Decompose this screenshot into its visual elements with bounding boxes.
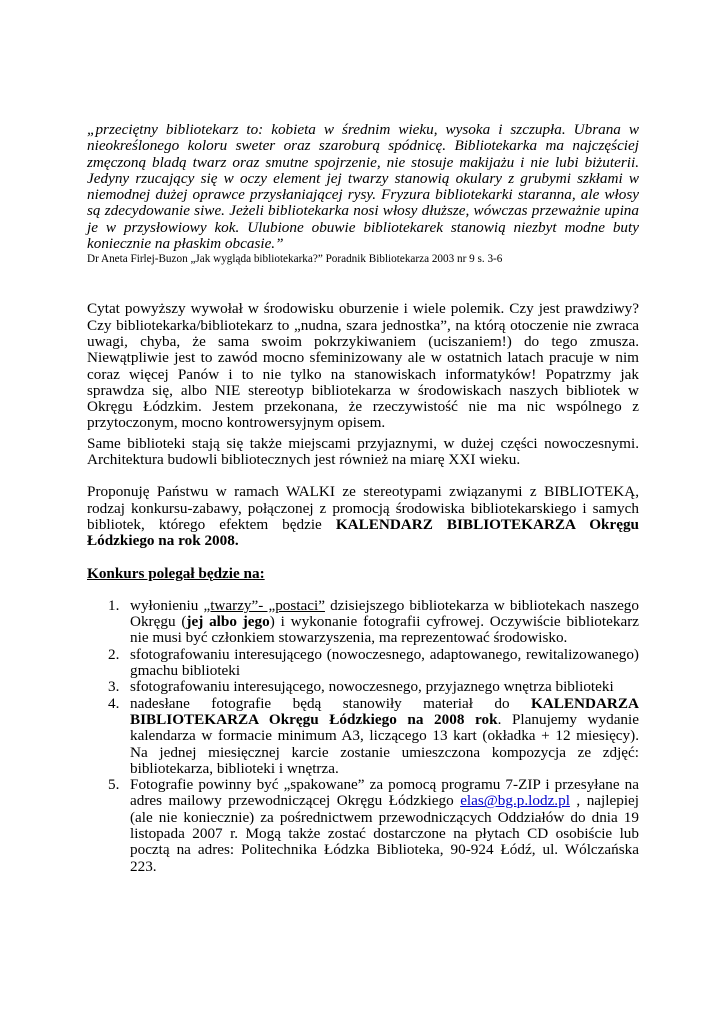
document-page bbox=[87, 122, 639, 875]
proposal-text: Proponuję Państwu w ramach WALKI ze stereotypami związanymi z BIBLIOTEKĄ, rodzaj konkursu-zabawy, połączonej z promocją środowiska bibliotekarskiego i samych bibliotek, którego efektem będzie bbox=[87, 483, 639, 533]
item-text: sfotografowaniu interesującego (nowoczesnego, adaptowanego, rewitalizowanego) gmachu biblioteki bbox=[130, 645, 639, 680]
item-text: wyłonieniu bbox=[130, 596, 204, 614]
list-number: 1. bbox=[108, 596, 120, 614]
list-item bbox=[87, 777, 639, 875]
item-text: Fotografie powinny być „spakowane” za pomocą programu 7-ZIP i przesyłane na adres mailowy przewodniczącej Okręgu Łódzkiego bbox=[130, 776, 639, 810]
email-link[interactable]: elas@bg.p.lodz.pl bbox=[460, 792, 570, 810]
underlined-phrase: „twarzy”- „postaci” bbox=[203, 596, 325, 614]
list-item bbox=[87, 598, 639, 647]
quote-text: „przeciętny bibliotekarz to: kobieta w średnim wieku, wysoka i szczupła. Ubrana w nieokreślonego koloru sweter oraz szaroburą spódnicę. Bibliotekarka ma najczęściej zmęczoną bladą twarz oraz smutne spojrzenie, nie stosuje makijażu i nie lubi biżuterii. Jedyny rzucający się w oczy element jej twarzy stanowią okulary z grubymi szkłami w niemodnej dużej oprawce przysłaniającej rysy. Fryzura bibliotekarki staranna, ale włosy są zdecydowanie siwe. Jeżeli bibliotekarka nosi włosy dłuższe, wówczas przeważnie upina je w przysłowiowy kok. Ulubione obuwie bibliotekarek stanowią niezbyt modne buty koniecznie na płaskim obcasie.” bbox=[87, 121, 639, 253]
list-number: 3. bbox=[108, 678, 120, 696]
bold-phrase: jej albo jego bbox=[186, 613, 270, 631]
item-text: ) i wykonanie fotografii cyfrowej. Oczywiście bibliotekarz nie musi być członkiem stowarzyszenia, ma reprezentować środowisko. bbox=[130, 613, 639, 647]
list-item bbox=[87, 696, 639, 777]
item-text: nadesłane fotografie będą stanowiły materiał do bbox=[130, 694, 531, 712]
item-text: , najlepiej (ale nie koniecznie) za pośrednictwem przewodniczących Oddziałów do dnia 19 listopada 2007 r. Mogą także zostać dostarczone na płytach CD osobiście lub pocztą na adres: Politechnika Łódzka Biblioteka, 90-924 Łódź, ul. Wólczańska 223. bbox=[130, 792, 639, 875]
proposal-bold: KALENDARZ BIBLIOTEKARZA Okręgu Łódzkiego na rok 2008. bbox=[87, 515, 639, 550]
list-number: 4. bbox=[108, 694, 120, 712]
quote-citation: Dr Aneta Firlej-Buzon „Jak wygląda bibliotekarka?” Poradnik Bibliotekarza 2003 nr 9 s. 3-6 bbox=[87, 253, 503, 266]
list-number: 2. bbox=[108, 645, 120, 663]
list-number: 5. bbox=[108, 776, 120, 794]
list-item bbox=[87, 647, 639, 680]
item-text: dzisiejszego bibliotekarza w bibliotekach naszego Okręgu ( bbox=[130, 596, 639, 631]
contest-heading: Konkurs polegał będzie na: bbox=[87, 564, 265, 582]
bold-phrase: KALENDARZA BIBLIOTEKARZA Okręgu Łódzkiego na 2008 rok bbox=[130, 694, 639, 728]
paragraph-intro: Cytat powyższy wywołał w środowisku oburzenie i wiele polemik. Czy jest prawdziwy? Czy bibliotekarka/bibliotekarz to „nudna, szara jednostka”, na którą otoczenie nie zwraca uwagi, chyba, że sama swoim pokrzykiwaniem (uciszaniem!) do tego zmusza. Niewątpliwie jest to zawód mocno sfeminizowany ale w ostatnich latach pracuje w nim coraz więcej Panów i to nie tylko na stanowiskach informatyków! Popatrzmy jak sprawdza się, albo NIE stereotyp bibliotekarza w środowiskach naszych bibliotek w Okręgu Łódzkim. Jestem przekonana, że rzeczywistość nie ma nic wspólnego z przytoczonym, mocno kontrowersyjnym opisem. bbox=[87, 300, 639, 432]
contest-list bbox=[87, 598, 639, 875]
item-text: sfotografowaniu interesującego, nowoczesnego, przyjaznego wnętrza biblioteki bbox=[130, 678, 614, 696]
paragraph-proposal bbox=[87, 484, 639, 549]
paragraph-libraries: Same biblioteki stają się także miejscami przyjaznymi, w dużej części nowoczesnymi. Architektura budowli bibliotecznych jest również na miarę XXI wieku. bbox=[87, 434, 639, 469]
item-text: . Planujemy wydanie kalendarza w formacie minimum A3, liczącego 13 kart (okładka + 12 miesięcy). Na jednej miesięcznej karcie zostanie umieszczona kompozycja ze zdjęć: bibliotekarza, biblioteki i wnętrza. bbox=[130, 710, 639, 777]
list-item bbox=[87, 679, 639, 695]
